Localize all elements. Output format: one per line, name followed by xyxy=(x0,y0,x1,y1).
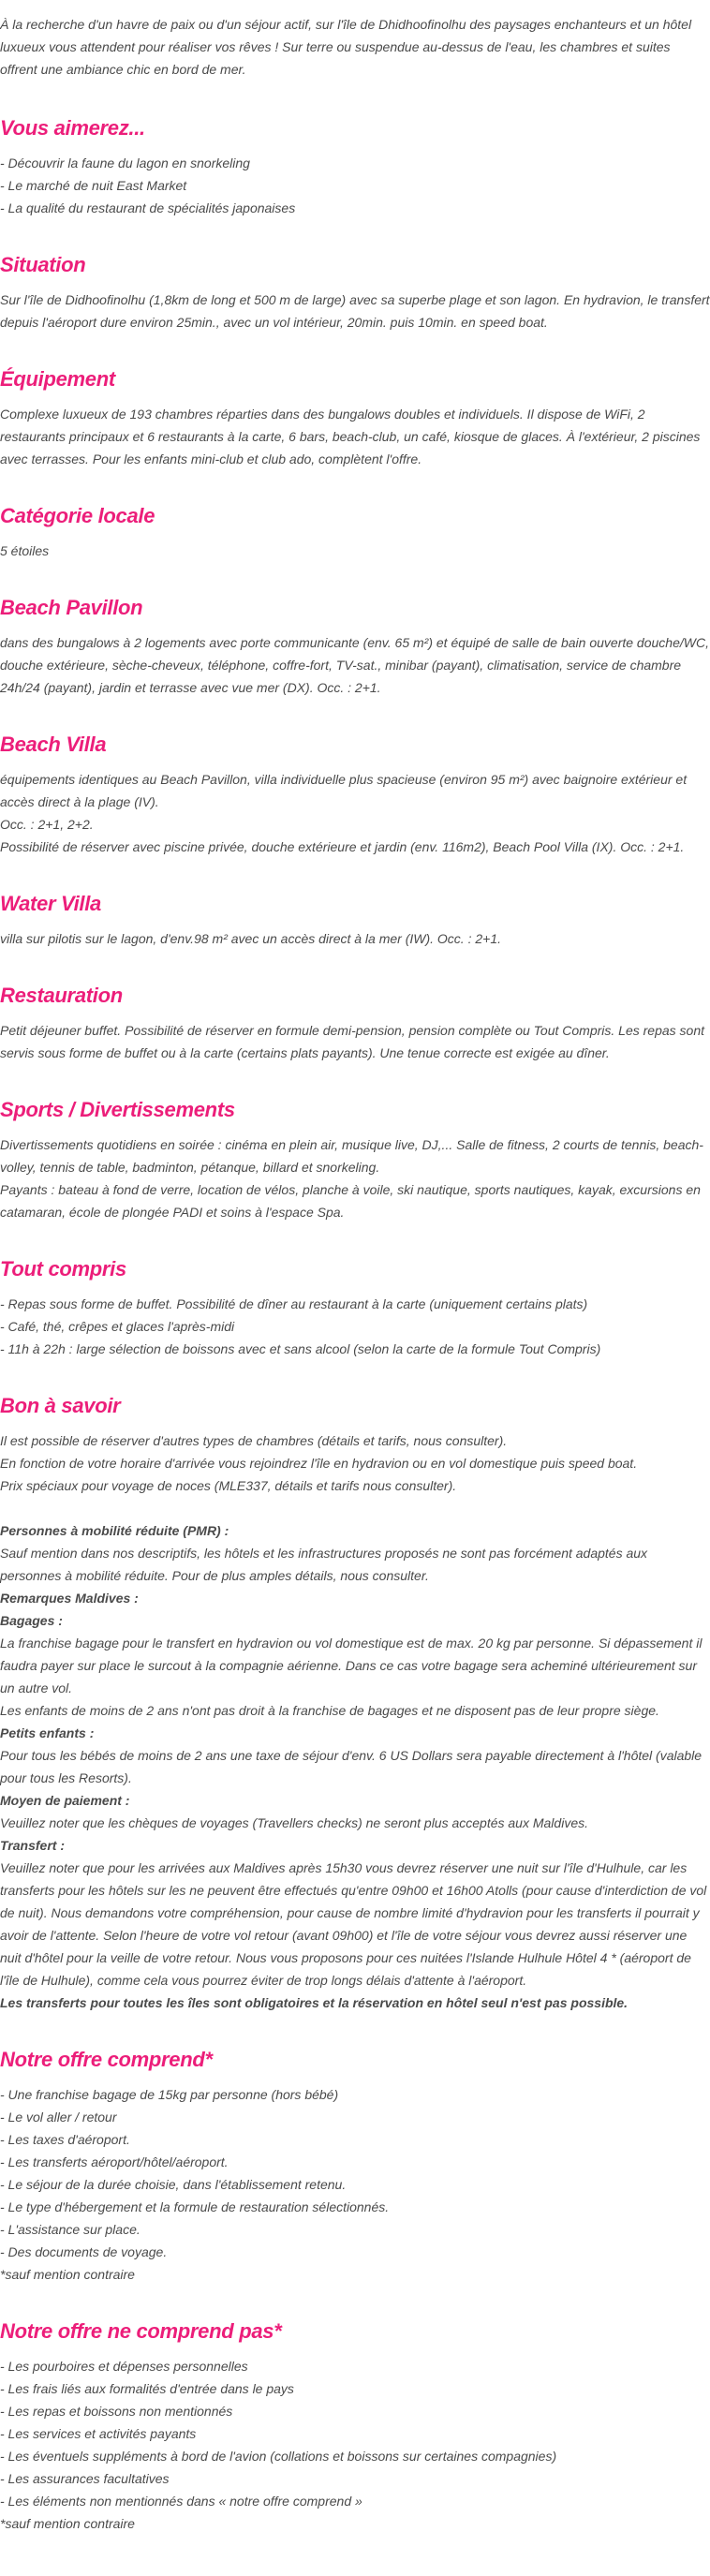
note-label: Petits enfants : xyxy=(0,1725,95,1740)
spacer xyxy=(0,1497,710,1519)
list-item: - Une franchise bagage de 15kg par personne (hors bébé) xyxy=(0,2087,339,2102)
section-line: Prix spéciaux pour voyage de noces (MLE337, détails et tarifs nous consulter). xyxy=(0,1478,457,1493)
section-title: Équipement xyxy=(0,367,115,391)
section-title: Vous aimerez... xyxy=(0,116,145,140)
list-item: - Les services et activités payants xyxy=(0,2426,197,2441)
list-item: - Le séjour de la durée choisie, dans l'établissement retenu. xyxy=(0,2177,347,2192)
list-item: - Les taxes d'aéroport. xyxy=(0,2132,130,2147)
section-line: En fonction de votre horaire d'arrivée vous rejoindrez l'île en hydravion ou en vol domestique puis speed boat. xyxy=(0,1456,638,1471)
section-text: villa sur pilotis sur le lagon, d'env.98 m² avec un accès direct à la mer (IW). Occ. : 2+1. xyxy=(0,931,502,946)
list-item: - Les assurances facultatives xyxy=(0,2471,170,2486)
section-title: Water Villa xyxy=(0,892,101,915)
section-title: Beach Pavillon xyxy=(0,596,143,619)
list-item: - Café, thé, crêpes et glaces l'après-midi xyxy=(0,1319,235,1334)
section-beach-pavillon xyxy=(0,594,710,699)
list-item: - L'assistance sur place. xyxy=(0,2222,141,2237)
list-item: - Le type d'hébergement et la formule de restauration sélectionnés. xyxy=(0,2199,390,2214)
section-offre-ne-comprend xyxy=(0,2317,710,2535)
list-item: - Les éventuels suppléments à bord de l'avion (collations et boissons sur certaines compagnies) xyxy=(0,2449,557,2464)
transfer-warning: Les transferts pour toutes les îles sont obligatoires et la réservation en hôtel seul n'est pas possible. xyxy=(0,1995,629,2010)
section-line: Divertissements quotidiens en soirée : cinéma en plein air, musique live, DJ,... Salle de fitness, 2 courts de tennis, beach-volley, tennis de table, badminton, pétanque, billard et snorkeling. xyxy=(0,1137,703,1175)
list-item: - 11h à 22h : large sélection de boissons avec et sans alcool (selon la carte de la formule Tout Compris) xyxy=(0,1341,601,1356)
section-text: dans des bungalows à 2 logements avec porte communicante (env. 65 m²) et équipé de salle de bain ouverte douche/WC, douche extérieure, sèche-cheveux, téléphone, coffre-fort, TV-sat., minibar (payant), climatisation, service de chambre 24h/24 (payant), jardin et terrasse avec vue mer (DX). Occ. : 2+1. xyxy=(0,635,709,695)
section-line: Occ. : 2+1, 2+2. xyxy=(0,817,94,832)
section-bon-a-savoir xyxy=(0,1392,710,2014)
note-text: Sauf mention dans nos descriptifs, les hôtels et les infrastructures proposés ne sont pas forcément adaptés aux personnes à mobilité réduite. Pour de plus amples détails, nous consulter. xyxy=(0,1546,648,1583)
list-item: - Les éléments non mentionnés dans « notre offre comprend » xyxy=(0,2494,362,2509)
section-title: Sports / Divertissements xyxy=(0,1098,235,1121)
section-title: Bon à savoir xyxy=(0,1394,121,1417)
section-beach-villa xyxy=(0,731,710,858)
list-item: - La qualité du restaurant de spécialités japonaises xyxy=(0,200,296,215)
section-water-villa xyxy=(0,890,710,950)
section-equipement xyxy=(0,365,710,470)
section-text: 5 étoiles xyxy=(0,543,50,558)
note-label: Bagages : xyxy=(0,1613,63,1628)
section-text: Petit déjeuner buffet. Possibilité de réserver en formule demi-pension, pension complète ou Tout Compris. Les repas sont servis sous forme de buffet ou à la carte (certains plats payants). Une tenue correcte est exigée au dîner. xyxy=(0,1023,705,1060)
intro-text: À la recherche d'un havre de paix ou d'un séjour actif, sur l'île de Dhidhoofinolhu des paysages enchanteurs et un hôtel luxueux vous attendent pour réaliser vos rêves ! Sur terre ou suspendue au-dessus de l'eau, les chambres et suites offrent une ambiance chic en bord de mer. xyxy=(0,17,692,77)
note-label: Personnes à mobilité réduite (PMR) : xyxy=(0,1523,229,1538)
section-line: Payants : bateau à fond de verre, location de vélos, planche à voile, ski nautique, sports nautiques, kayak, excursions en catamaran, école de plongée PADI et soins à l'espace Spa. xyxy=(0,1182,701,1220)
section-offre-comprend xyxy=(0,2046,710,2286)
section-title: Notre offre ne comprend pas* xyxy=(0,2319,282,2343)
list-item: - Le marché de nuit East Market xyxy=(0,178,187,193)
list-item: - Repas sous forme de buffet. Possibilité de dîner au restaurant à la carte (uniquement certains plats) xyxy=(0,1296,588,1311)
section-text: Complexe luxueux de 193 chambres réparties dans des bungalows doubles et individuels. Il dispose de WiFi, 2 restaurants principaux et 6 restaurants à la carte, 6 bars, beach-club, un café, kiosque de glaces. À l'extérieur, 2 piscines avec terrasses. Pour les enfants mini-club et club ado, complètent l'offre. xyxy=(0,407,701,466)
section-line: Possibilité de réserver avec piscine privée, douche extérieure et jardin (env. 116m2), Beach Pool Villa (IX). Occ. : 2+1. xyxy=(0,839,685,854)
list-item: - Le vol aller / retour xyxy=(0,2110,117,2124)
section-text: Sur l'île de Didhoofinolhu (1,8km de long et 500 m de large) avec sa superbe plage et son lagon. En hydravion, le transfert depuis l'aéroport dure environ 25min., avec un vol intérieur, 20min. puis 10min. en speed boat. xyxy=(0,292,710,330)
note-label: Transfert : xyxy=(0,1838,65,1853)
section-line: équipements identiques au Beach Pavillon, villa individuelle plus spacieuse (environ 95 m²) avec baignoire extérieur et accès direct à la plage (IV). xyxy=(0,772,688,809)
section-title: Beach Villa xyxy=(0,733,107,756)
note-text: Veuillez noter que pour les arrivées aux Maldives après 15h30 vous devrez réserver une nuit sur l'île d'Hulhule, car les transferts pour les hôtels sur les ne peuvent être effectués qu'entre 09h00 et 16h00 Atolls (pour cause d'interdiction de vol de nuit). Nous demandons votre compréhension, pour cause de nombre limité d'hydravion pour les transferts il pourrait y avoir de l'attente. Selon l'heure de votre vol retour (avant 09h00) et l'île de votre séjour vous devrez aussi réserver une nuit d'hôtel pour la veille de votre retour. Nous vous proposons pour ces nuitées l'Islande Hulhule Hôtel 4 * (aéroport de l'île de Hulhule), comme cela vous pourrez éviter de trop longs délais d'attente à l'aéroport. xyxy=(0,1860,707,1988)
list-item: - Des documents de voyage. xyxy=(0,2244,168,2259)
footnote: *sauf mention contraire xyxy=(0,2267,135,2282)
note-text: Veuillez noter que les chèques de voyages (Travellers checks) ne seront plus acceptés aux Maldives. xyxy=(0,1815,588,1830)
section-title: Catégorie locale xyxy=(0,504,155,527)
section-sports xyxy=(0,1096,710,1223)
section-vous-aimerez xyxy=(0,114,710,219)
note-label: Moyen de paiement : xyxy=(0,1793,130,1808)
list-item: - Les repas et boissons non mentionnés xyxy=(0,2404,233,2419)
section-title: Situation xyxy=(0,253,86,276)
section-categorie xyxy=(0,502,710,562)
note-label: Remarques Maldives : xyxy=(0,1591,139,1606)
list-item: - Les frais liés aux formalités d'entrée dans le pays xyxy=(0,2381,294,2396)
section-situation xyxy=(0,251,710,333)
footnote: *sauf mention contraire xyxy=(0,2516,135,2531)
note-text: Pour tous les bébés de moins de 2 ans une taxe de séjour d'env. 6 US Dollars sera payable directement à l'hôtel (valable pour tous les Resorts). xyxy=(0,1748,703,1785)
note-text: La franchise bagage pour le transfert en hydravion ou vol domestique est de max. 20 kg par personne. Si dépassement il faudra payer sur place le surcout à la compagnie aérienne. Dans ce cas votre bagage sera acheminé ultérieurement sur un autre vol. xyxy=(0,1636,703,1695)
section-restauration xyxy=(0,982,710,1064)
section-title: Notre offre comprend* xyxy=(0,2048,213,2071)
list-item: - Découvrir la faune du lagon en snorkeling xyxy=(0,155,250,170)
section-title: Restauration xyxy=(0,984,123,1007)
section-tout-compris xyxy=(0,1255,710,1360)
section-line: Il est possible de réserver d'autres types de chambres (détails et tarifs, nous consulter). xyxy=(0,1433,508,1448)
list-item: - Les pourboires et dépenses personnelles xyxy=(0,2359,248,2374)
note-text: Les enfants de moins de 2 ans n'ont pas droit à la franchise de bagages et ne disposent pas de leur propre siège. xyxy=(0,1703,659,1718)
section-title: Tout compris xyxy=(0,1257,126,1281)
list-item: - Les transferts aéroport/hôtel/aéroport. xyxy=(0,2154,229,2169)
